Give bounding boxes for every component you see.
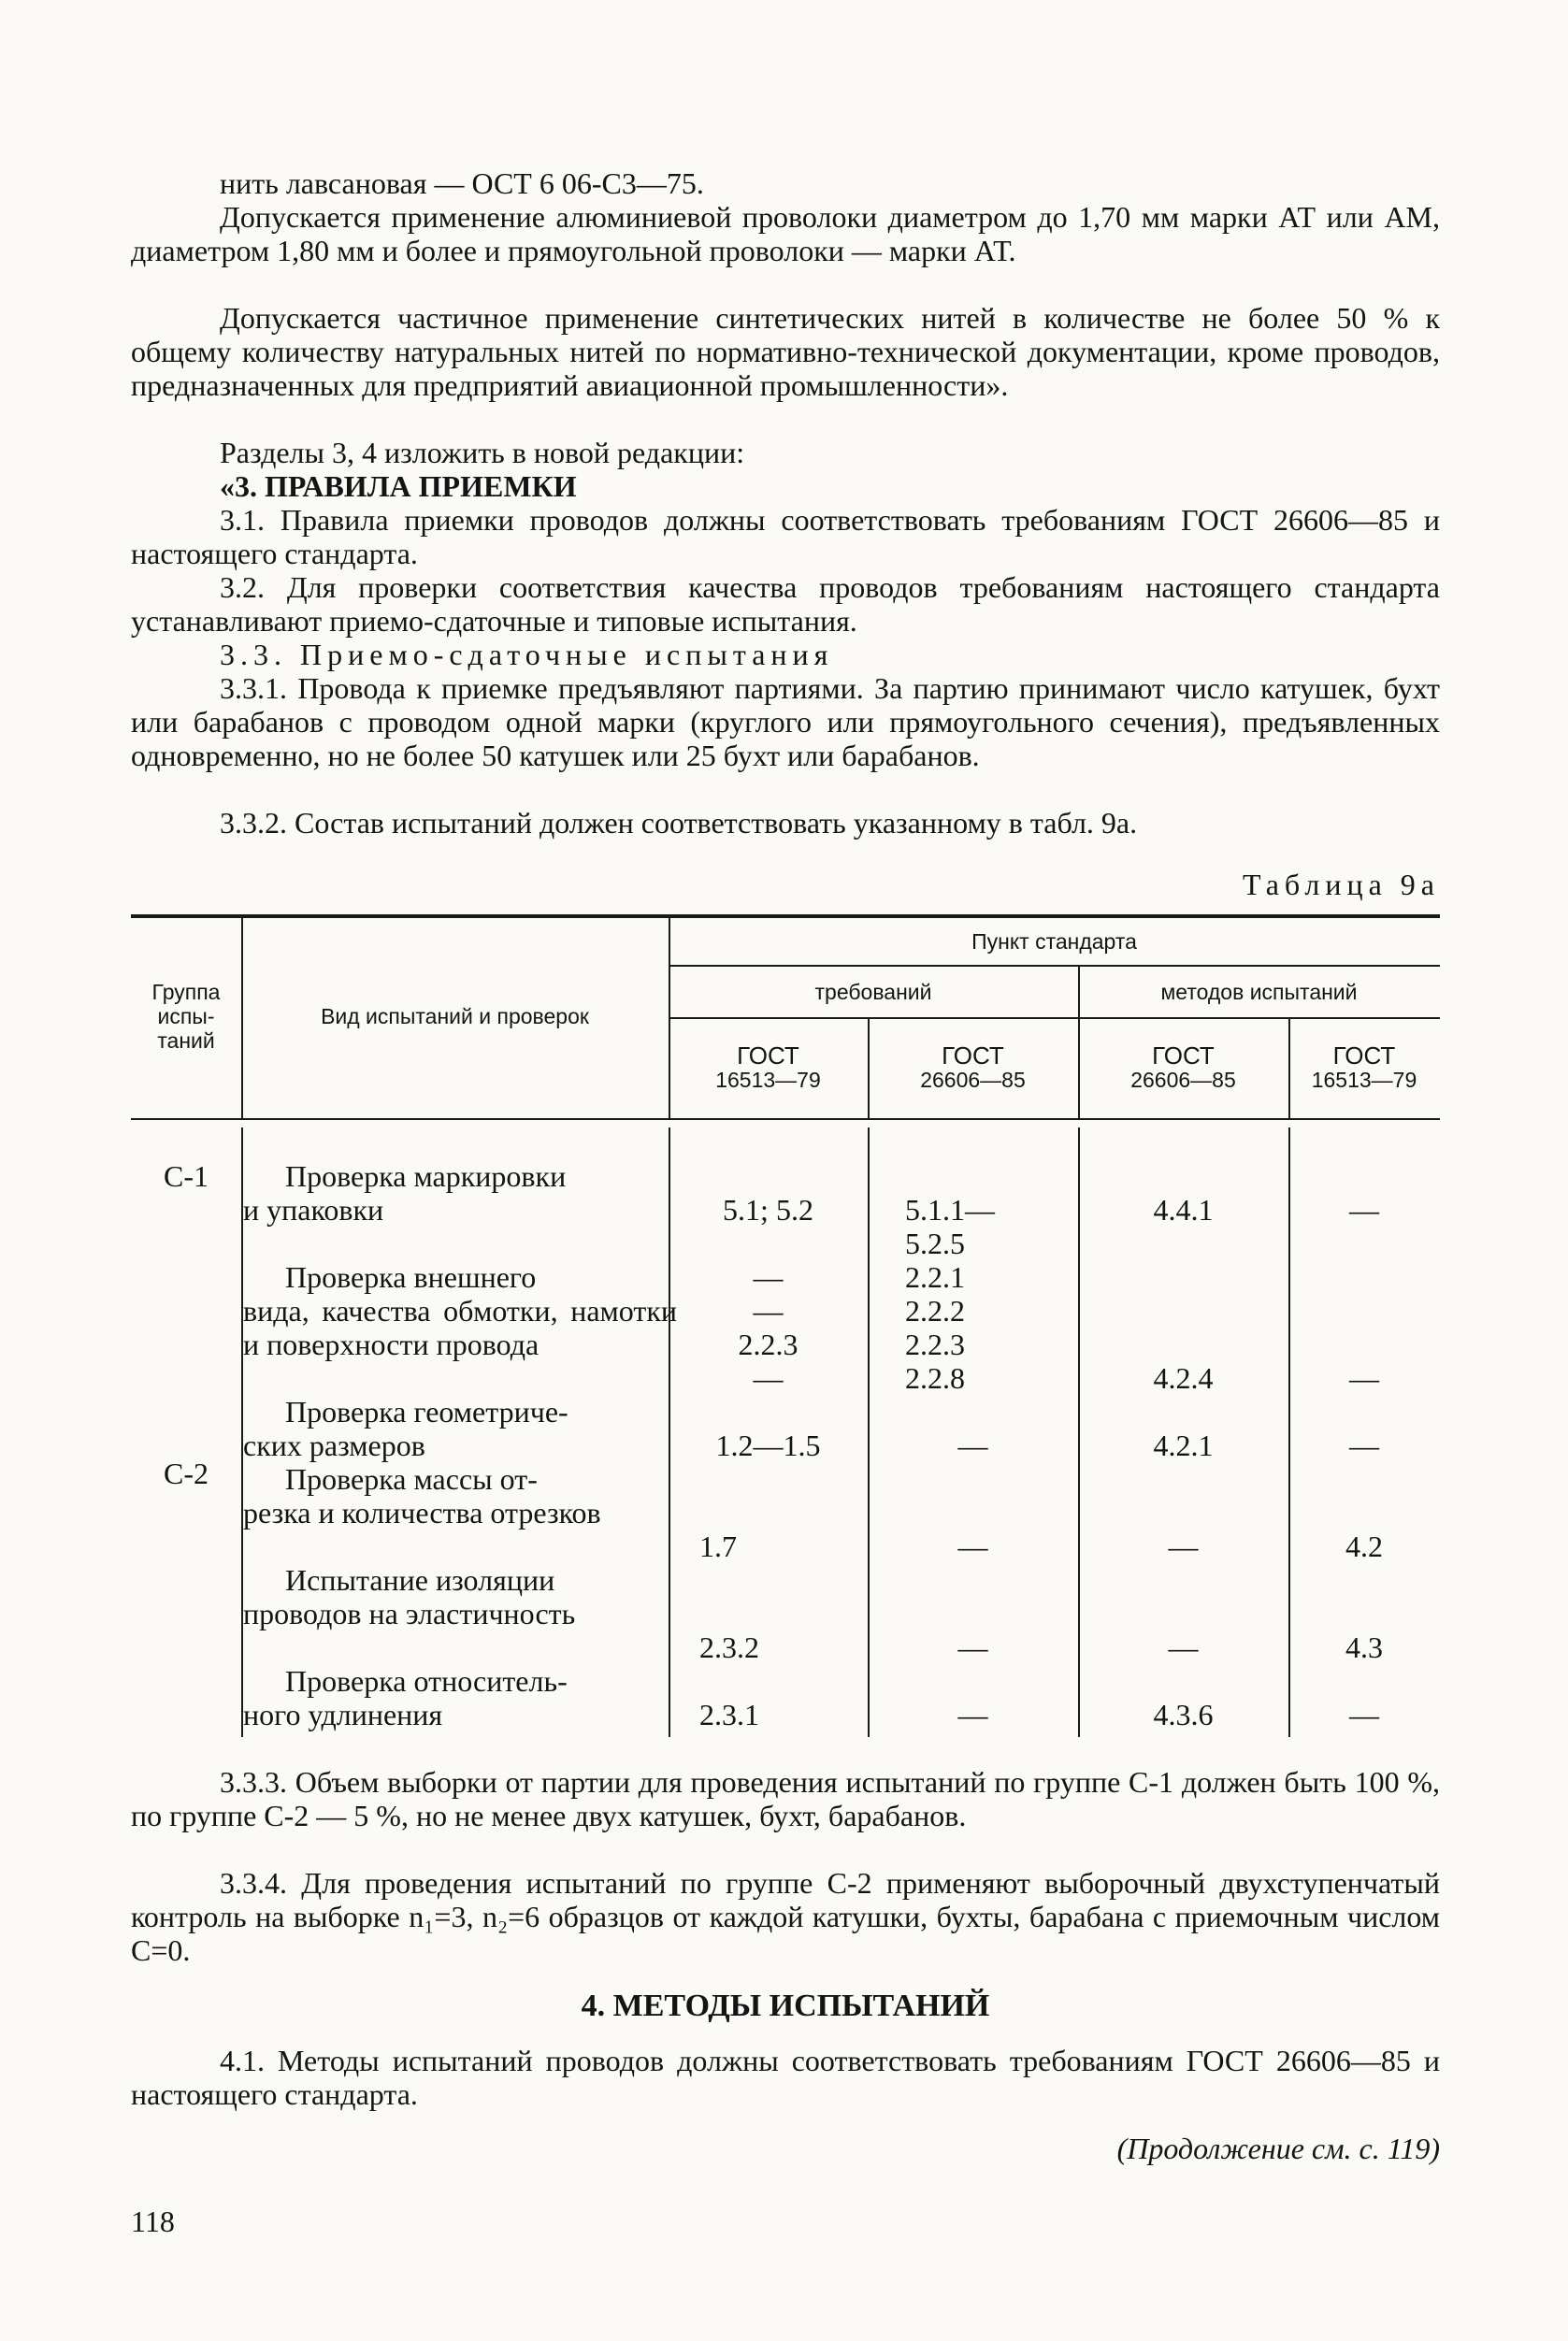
test-row-dimensions: Проверка геометриче- ских размеров [243,1395,568,1462]
test-row-elongation: Проверка относитель- ного удлинения [243,1664,568,1731]
continuation-footer: (Продолжение см. с. 119) [1116,2132,1440,2165]
cell: — [753,1260,784,1294]
section-3-title: «3. ПРАВИЛА ПРИЕМКИ [220,469,577,503]
cell: — [1349,1361,1379,1395]
cell: 2.2.3 [905,1328,965,1361]
group-c1: С-1 [164,1159,209,1193]
cell: 2.2.8 [905,1361,965,1395]
cell: 4.3.6 [1153,1698,1214,1731]
paragraph-4-1: 4.1. Методы испытаний проводов должны соответствовать требованиям ГОСТ 26606—85 и настоящего стандарта. [131,2044,1440,2111]
cell: 5.1; 5.2 [723,1193,813,1227]
header-requirements: требований [814,980,932,1004]
table-9a [131,914,1440,1737]
cell: 2.3.1 [699,1698,759,1731]
cell: — [1349,1698,1379,1731]
paragraph-aluminium-wire: Допускается применение алюминиевой проволоки диаметром до 1,70 мм марки АТ или АМ, диаметром 1,80 мм и более и прямоугольной проволоки — марки АТ. [131,200,1440,267]
cell: — [1168,1530,1199,1563]
test-row-appearance: Проверка внешнего вида, качества обмотки, намотки и поверхности провода [243,1260,677,1361]
paragraph-thread: нить лавсановая — ОСТ 6 06-С3—75. [220,166,704,200]
cell: 1.2—1.5 [715,1429,821,1462]
cell: — [753,1361,784,1395]
header-methods: методов испытаний [1160,980,1358,1004]
cell: 2.2.2 [905,1294,965,1328]
paragraph-3-2: 3.2. Для проверки соответствия качества проводов требованиям настоящего стандарта устанавливают приемо-сдаточные и типовые испытания. [131,570,1440,638]
group-c2: С-2 [164,1457,209,1490]
page-number: 118 [131,2205,175,2238]
header-col3: ГОСТ 26606—85 [1130,1041,1236,1092]
paragraph-sections-note: Разделы 3, 4 изложить в новой редакции: [220,436,745,469]
paragraph-3-3-4: 3.3.4. Для проведения испытаний по группе С-2 применяют выборочный двухступенчатый контроль на выборке n₁=3, n₂=6 образцов от каждой катушки, бухты, барабана с приемочным числом С=0. [131,1866,1440,1967]
paragraph-3-3-2: 3.3.2. Состав испытаний должен соответствовать указанному в табл. 9а. [220,806,1138,840]
section-4-title: 4. МЕТОДЫ ИСПЫТАНИЙ [581,1989,990,2023]
header-clause: Пункт стандарта [971,929,1137,954]
cell: — [957,1630,988,1664]
header-group: Группа испы-таний [151,980,221,1053]
table-top-rule [131,914,1440,918]
cell: 1.7 [699,1530,737,1563]
table-header-rule [131,1118,1440,1120]
cell: — [1349,1429,1379,1462]
test-row-mass: Проверка массы от- резка и количества отрезков [243,1462,601,1530]
header-col4: ГОСТ 16513—79 [1311,1041,1417,1092]
cell: — [753,1294,784,1328]
paragraph-synthetic-threads: Допускается частичное применение синтетических нитей в количестве не более 50 % к общему количеству натуральных нитей по нормативно-технической документации, кроме проводов, предназначенных для предприятий авиационной промышленности». [131,301,1440,402]
table-caption: Таблица 9а [1242,868,1440,901]
cell: 4.4.1 [1153,1193,1214,1227]
paragraph-3-3-3: 3.3.3. Объем выборки от партии для проведения испытаний по группе С-1 должен быть 100 %, по группе С-2 — 5 %, но не менее двух катушек, бухт, барабанов. [131,1765,1440,1832]
paragraph-3-3: 3.3. Приемо-сдаточные испытания [220,638,834,671]
cell: 4.2.4 [1153,1361,1214,1395]
cell: 2.2.1 [905,1260,965,1294]
cell: 5.2.5 [905,1227,965,1260]
cell: — [957,1530,988,1563]
header-col2: ГОСТ 26606—85 [920,1041,1026,1092]
header-col1: ГОСТ 16513—79 [715,1041,821,1092]
cell: — [957,1429,988,1462]
test-row-elasticity: Испытание изоляции проводов на эластичность [243,1563,576,1630]
cell: — [957,1698,988,1731]
cell: 4.3 [1345,1630,1383,1664]
paragraph-3-3-1: 3.3.1. Провода к приемке предъявляют партиями. За партию принимают число катушек, бухт или барабанов с проводом одной марки (круглого или прямоугольного сечения), предъявленных одновременно, но не более 50 катушек или 25 бухт или барабанов. [131,671,1440,772]
cell: — [1349,1193,1379,1227]
cell: 4.2 [1345,1530,1383,1563]
cell: — [1168,1630,1199,1664]
paragraph-3-1: 3.1. Правила приемки проводов должны соответствовать требованиям ГОСТ 26606—85 и настоящего стандарта. [131,503,1440,570]
cell: 5.1.1— [905,1193,995,1227]
cell: 2.2.3 [738,1328,798,1361]
cell: 2.3.2 [699,1630,759,1664]
header-kind: Вид испытаний и проверок [321,1004,589,1028]
cell: 4.2.1 [1153,1429,1214,1462]
test-row-marking: Проверка маркировки и упаковки [243,1159,567,1227]
